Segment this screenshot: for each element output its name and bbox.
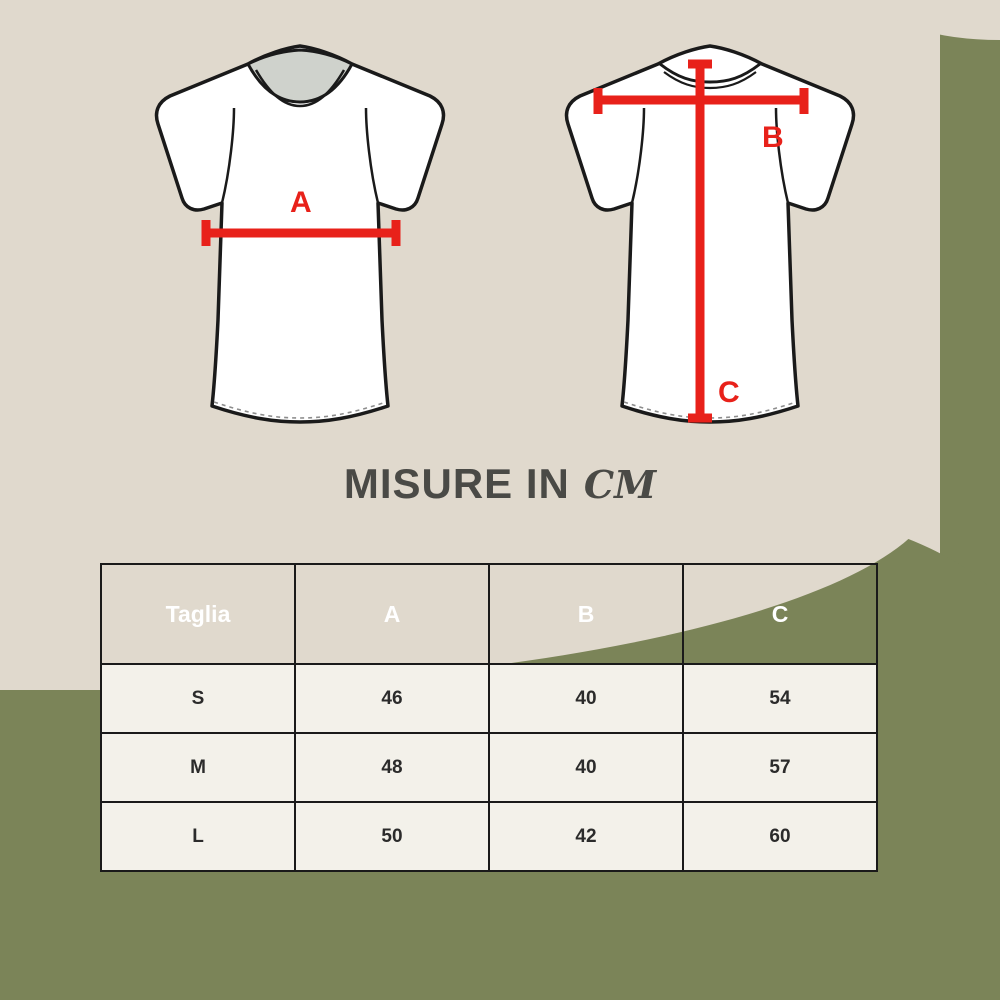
tshirt-back-svg bbox=[540, 20, 880, 430]
table-row bbox=[101, 802, 877, 871]
table-row bbox=[101, 664, 877, 733]
table-header-row bbox=[101, 564, 877, 664]
cell-size: L bbox=[101, 802, 295, 871]
chart-title-unit: CM bbox=[583, 461, 657, 507]
chart-title bbox=[0, 460, 1000, 508]
tshirt-back-illustration bbox=[540, 20, 880, 435]
table-row bbox=[101, 733, 877, 802]
cell-c: 57 bbox=[683, 733, 877, 802]
cell-a: 46 bbox=[295, 664, 489, 733]
table-header-b: B bbox=[489, 564, 683, 664]
size-table-wrapper bbox=[100, 563, 878, 872]
cell-size: S bbox=[101, 664, 295, 733]
cell-b: 42 bbox=[489, 802, 683, 871]
chart-title-main: MISURE IN bbox=[343, 460, 570, 507]
table-header-a: A bbox=[295, 564, 489, 664]
table-header-c: C bbox=[683, 564, 877, 664]
cell-a: 48 bbox=[295, 733, 489, 802]
cell-c: 60 bbox=[683, 802, 877, 871]
tshirt-front-illustration bbox=[130, 20, 470, 435]
tshirt-front-svg bbox=[130, 20, 470, 430]
measure-label-a: A bbox=[290, 186, 312, 219]
shirt-illustrations bbox=[0, 20, 1000, 440]
cell-b: 40 bbox=[489, 664, 683, 733]
cell-b: 40 bbox=[489, 733, 683, 802]
table-header-taglia: Taglia bbox=[101, 564, 295, 664]
cell-size: M bbox=[101, 733, 295, 802]
size-table bbox=[100, 563, 878, 872]
cell-c: 54 bbox=[683, 664, 877, 733]
measure-label-b: B bbox=[762, 121, 784, 154]
measure-label-c: C bbox=[718, 376, 740, 409]
cell-a: 50 bbox=[295, 802, 489, 871]
